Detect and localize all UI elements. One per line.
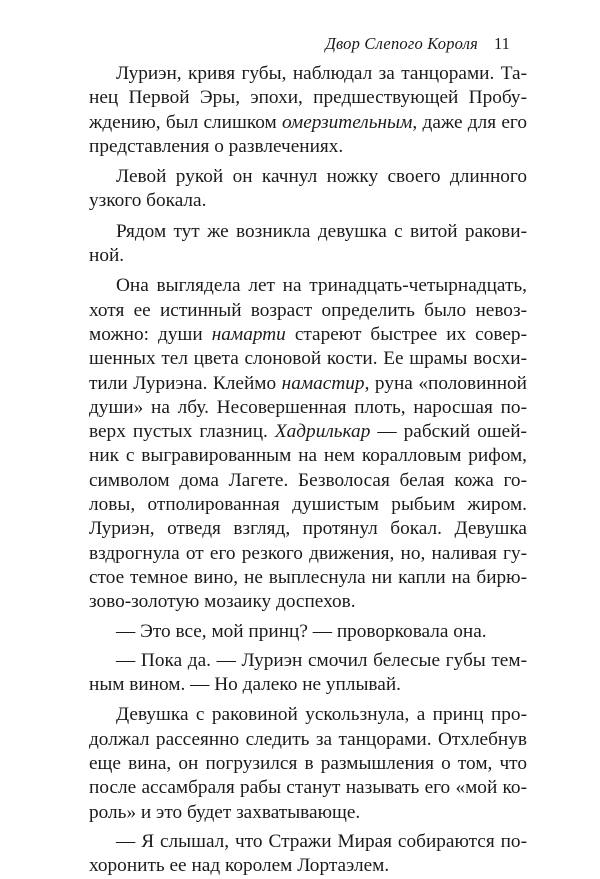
text-line xyxy=(89,347,527,371)
text-line xyxy=(89,469,527,493)
text-segment: Луриэн, кривя губы, наблюдал за танцорами. Та- xyxy=(116,63,527,84)
text-line xyxy=(89,517,527,541)
text-segment: символом дома Лагете. Безволосая белая кожа го- xyxy=(89,469,527,491)
text-segment: хотя ее истинный возраст определить было невоз- xyxy=(89,299,527,321)
text-segment: ным вином. — Но далеко не уплывай. xyxy=(89,674,401,696)
text-line xyxy=(89,444,527,468)
paragraph xyxy=(89,703,527,824)
text-segment: , руна «половинной xyxy=(364,372,527,394)
text-line xyxy=(89,590,527,614)
text-line xyxy=(89,111,527,135)
text-line xyxy=(89,165,527,189)
paragraph xyxy=(89,62,527,159)
text-segment: стое темное вино, не выплеснула ни капли на бирю- xyxy=(89,566,527,588)
page-number: 11 xyxy=(494,34,510,53)
text-line xyxy=(89,323,527,347)
italic-term: омерзительным xyxy=(281,111,413,133)
paragraph xyxy=(89,830,527,879)
text-segment: верх пустых глазниц. xyxy=(89,421,275,443)
text-segment: после ассамбраля рабы станут называть его «мой ко- xyxy=(89,777,527,799)
text-line xyxy=(89,62,527,86)
text-segment: — рабский ошей- xyxy=(370,421,527,443)
paragraph xyxy=(89,274,527,614)
text-line xyxy=(89,244,527,268)
italic-term: намарти xyxy=(211,323,286,345)
text-line xyxy=(89,135,527,159)
text-segment: роль» и это будет захватывающе. xyxy=(89,801,361,823)
text-segment: души» на лбу. Несовершенная плоть, наросшая по- xyxy=(89,396,527,418)
text-line xyxy=(89,673,527,697)
italic-term: Хадрилькар xyxy=(274,421,371,443)
body-text xyxy=(89,62,527,879)
text-line xyxy=(89,189,527,213)
text-line xyxy=(89,776,527,800)
text-segment: зово-золотую мозаику доспехов. xyxy=(89,591,356,613)
text-segment: Левой рукой он качнул ножку своего длинного xyxy=(116,166,527,188)
text-line xyxy=(89,752,527,776)
text-line xyxy=(89,542,527,566)
text-line xyxy=(89,220,527,244)
italic-term: намастир xyxy=(281,372,365,394)
text-segment: вздрогнула от его резкого движения, но, наливая гу- xyxy=(89,542,527,564)
text-segment: шенных тел цвета слоновой кости. Ее шрамы восхи- xyxy=(89,348,527,370)
text-line xyxy=(89,728,527,752)
text-line xyxy=(89,86,527,110)
text-segment: стареют быстрее их совер- xyxy=(285,323,527,345)
text-line xyxy=(89,396,527,420)
text-segment: ловы, отполированная душистым рыбьим жиром. xyxy=(89,494,527,516)
text-segment: должал рассеянно следить за танцорами. Отхлебнув xyxy=(89,728,527,750)
text-line xyxy=(89,830,527,854)
text-line xyxy=(89,493,527,517)
paragraph xyxy=(89,220,527,269)
running-title: Двор Слепого Короля xyxy=(325,34,478,53)
text-line xyxy=(89,620,527,644)
text-segment: — Пока да. — Луриэн смочил белесые губы тем- xyxy=(116,649,527,671)
text-line xyxy=(89,854,527,878)
text-segment: хоронить ее над королем Лортаэлем. xyxy=(89,855,390,877)
text-line xyxy=(89,703,527,727)
text-segment: Рядом тут же возникла девушка с витой ракови- xyxy=(116,220,527,242)
text-segment: Луриэн, отведя взгляд, протянул бокал. Девушка xyxy=(89,518,527,540)
text-line xyxy=(89,566,527,590)
text-line xyxy=(89,649,527,673)
text-line xyxy=(89,801,527,825)
paragraph xyxy=(89,620,527,644)
paragraph xyxy=(89,649,527,698)
text-line xyxy=(89,420,527,444)
text-line xyxy=(89,372,527,396)
text-segment: — Я слышал, что Стражи Мирая собираются по- xyxy=(116,830,527,852)
text-segment: Она выглядела лет на тринадцать-четырнадцать, xyxy=(116,275,527,297)
text-line xyxy=(89,274,527,298)
text-segment: тили Луриэна. Клеймо xyxy=(89,372,282,394)
text-segment: ждению, был слишком xyxy=(89,111,282,133)
text-segment: узкого бокала. xyxy=(89,190,207,212)
text-segment: ник с выгравированным на нем коралловым рифом, xyxy=(89,445,527,467)
text-segment: можно: души xyxy=(89,323,212,345)
text-segment: , даже для его xyxy=(412,111,527,133)
text-segment: — Это все, мой принц? — проворковала она. xyxy=(116,620,487,642)
text-segment: нец Первой Эры, эпохи, предшествующей Пробу- xyxy=(89,87,527,109)
paragraph xyxy=(89,165,527,214)
text-segment: еще вина, он погрузился в размышления о том, что xyxy=(89,753,527,775)
text-segment: представления о развлечениях. xyxy=(89,135,344,157)
text-line xyxy=(89,299,527,323)
running-header xyxy=(325,34,510,54)
text-segment: ной. xyxy=(89,245,125,267)
text-segment: Девушка с раковиной ускользнула, а принц про- xyxy=(116,704,527,726)
